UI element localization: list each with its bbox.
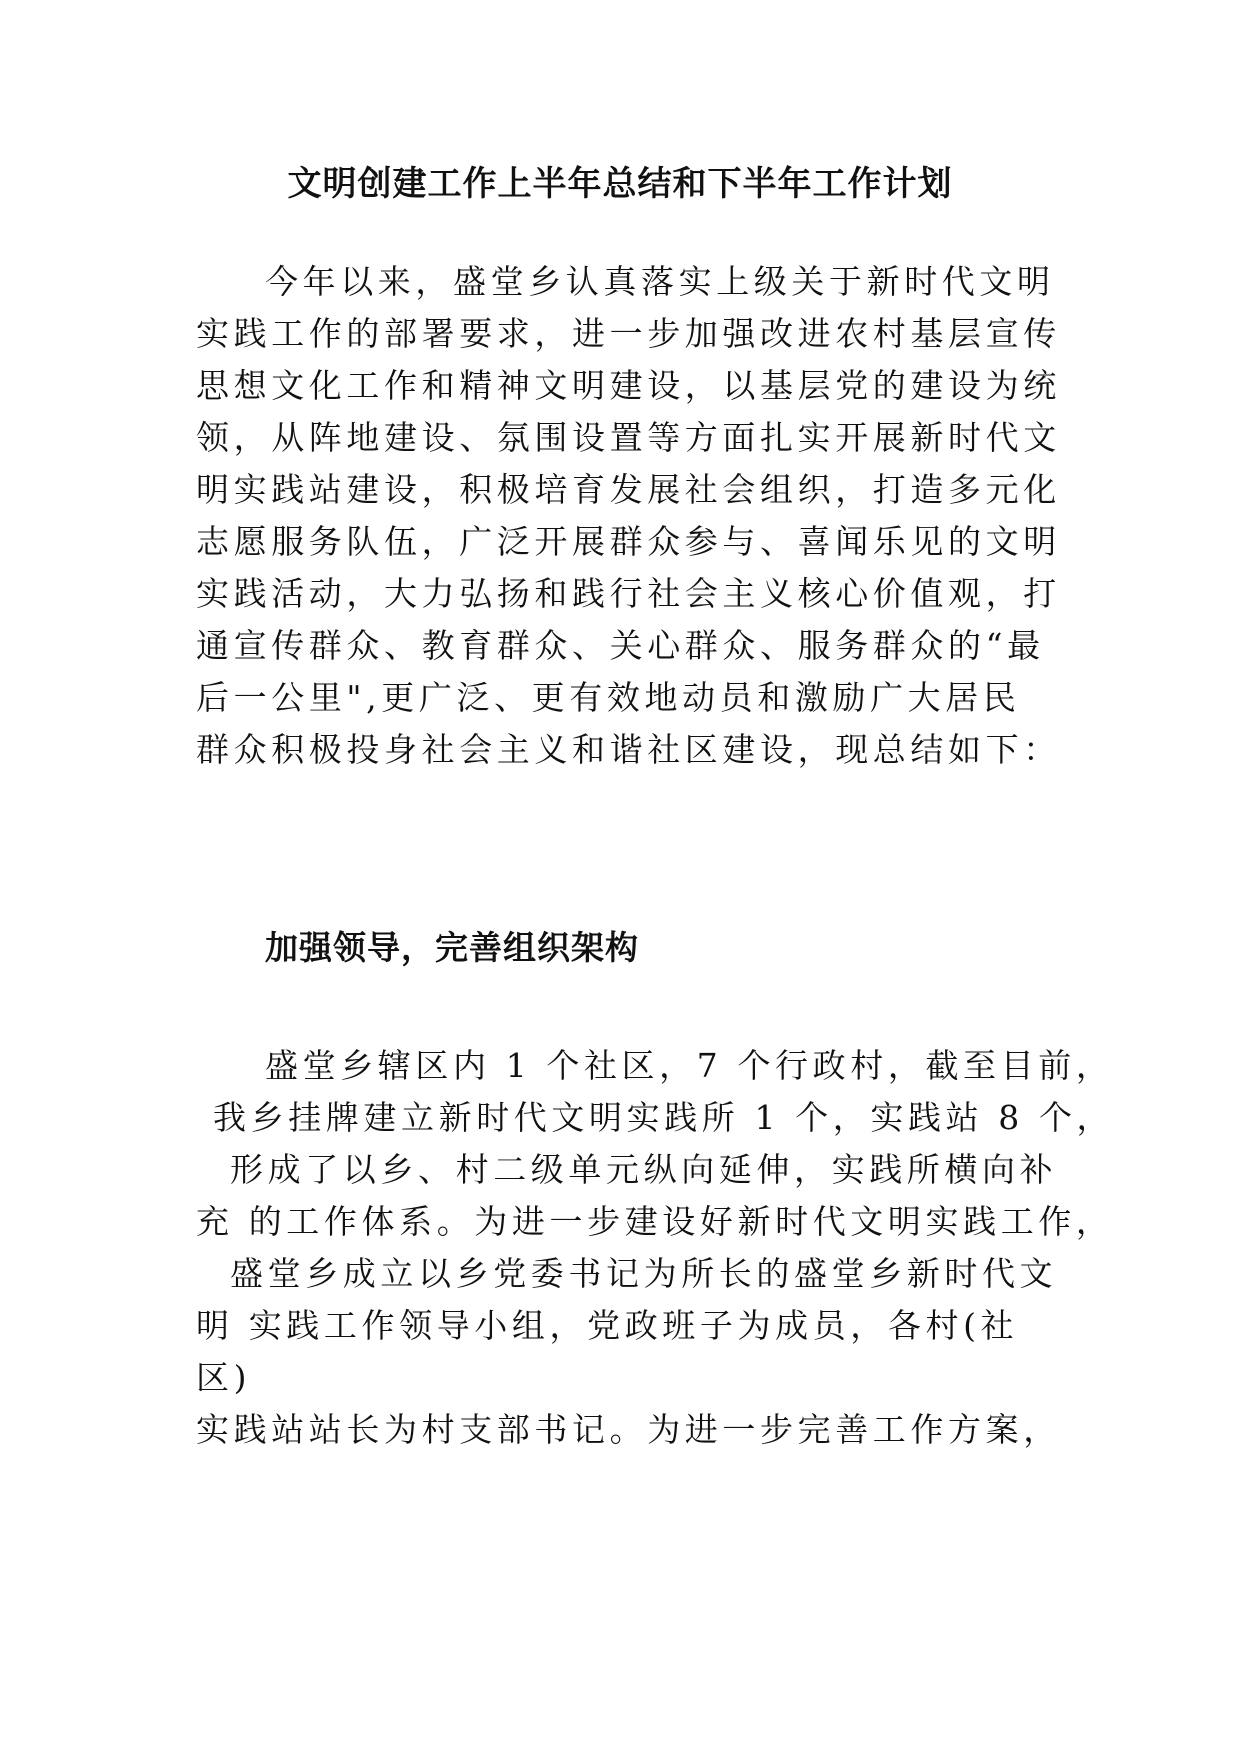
section1-line: 我乡挂牌建立新时代文明实践所 1 个，实践站 8 个， [213, 1098, 1115, 1137]
section-heading: 加强领导，完善组织架构 [265, 928, 639, 967]
intro-line: 群众积极投身社会主义和谐社区建设，现总结如下： [196, 730, 1061, 769]
intro-line: 今年以来，盛堂乡认真落实上级关于新时代文明 [265, 262, 1055, 301]
intro-line: 实践工作的部署要求，进一步加强改进农村基层宣传 [196, 314, 1061, 353]
section1-line: 盛堂乡成立以乡党委书记为所长的盛堂乡新时代文 [230, 1254, 1058, 1293]
section1-line: 区) [196, 1358, 252, 1397]
intro-line: 实践活动，大力弘扬和践行社会主义核心价值观，打 [196, 574, 1061, 613]
intro-line: 通宣传群众、教育群众、关心群众、服务群众的“最 [196, 626, 1045, 665]
section1-line: 充 的工作体系。为进一步建设好新时代文明实践工作， [196, 1202, 1114, 1241]
section1-line: 实践站站长为村支部书记。为进一步完善工作方案， [196, 1410, 1061, 1449]
section1-line: 明 实践工作领导小组，党政班子为成员，各村(社 [196, 1306, 1019, 1345]
intro-line: 后一公里",更广泛、更有效地动员和激励广大居民 [196, 678, 1021, 717]
intro-line: 思想文化工作和精神文明建设，以基层党的建设为统 [196, 366, 1061, 405]
section1-line: 盛堂乡辖区内 1 个社区，7 个行政村，截至目前， [265, 1046, 1114, 1085]
section1-line: 形成了以乡、村二级单元纵向延伸，实践所横向补 [230, 1150, 1058, 1189]
intro-line: 志愿服务队伍，广泛开展群众参与、喜闻乐见的文明 [196, 522, 1061, 561]
intro-line: 明实践站建设，积极培育发展社会组织，打造多元化 [196, 470, 1061, 509]
intro-line: 领，从阵地建设、氛围设置等方面扎实开展新时代文 [196, 418, 1061, 457]
document-title: 文明创建工作上半年总结和下半年工作计划 [287, 164, 953, 204]
